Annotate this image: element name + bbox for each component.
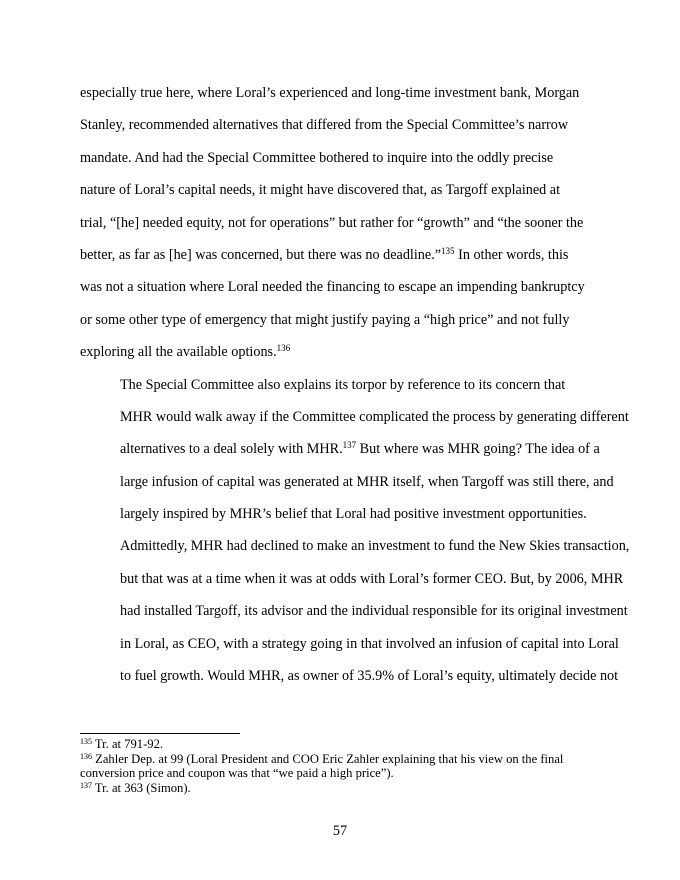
footnote-number: 135 bbox=[80, 737, 92, 746]
footnote-137 bbox=[80, 781, 610, 796]
text-run: large infusion of capital was generated at MHR itself, when Targoff was still there, and bbox=[120, 473, 614, 490]
text-line bbox=[80, 77, 600, 109]
footnote-136 bbox=[80, 752, 610, 781]
text-run: exploring all the available options. bbox=[80, 344, 277, 361]
text-line bbox=[80, 304, 600, 336]
text-line bbox=[80, 207, 600, 239]
text-run: nature of Loral’s capital needs, it might have discovered that, as Targoff explained at bbox=[80, 182, 561, 199]
paragraph-1 bbox=[80, 77, 600, 369]
text-line bbox=[80, 628, 619, 660]
footnote-text: Tr. at 791-92. bbox=[92, 737, 164, 751]
text-run: Stanley, recommended alternatives that differed from the Special Committee’s narrow bbox=[80, 117, 569, 134]
text-run: was not a situation where Loral needed the financing to escape an impending bankruptcy bbox=[80, 279, 585, 296]
text-line bbox=[80, 401, 629, 433]
footnote-text: Zahler Dep. at 99 (Loral President and COO Eric Zahler explaining that his view on the final conversion price and coupon was that “we paid a high price”). bbox=[80, 751, 564, 780]
text-run: mandate. And had the Special Committee bothered to inquire into the oddly precise bbox=[80, 149, 554, 166]
text-line bbox=[80, 563, 624, 595]
footnotes bbox=[80, 737, 610, 795]
text-run: largely inspired by MHR’s belief that Loral had positive investment opportunities. bbox=[120, 506, 587, 523]
footnote-separator bbox=[80, 733, 240, 734]
text-line bbox=[80, 466, 614, 498]
footnote-reference: 137 bbox=[342, 440, 357, 451]
text-run: MHR would walk away if the Committee complicated the process by generating different bbox=[120, 408, 629, 425]
text-line bbox=[80, 595, 628, 627]
body-text bbox=[80, 77, 630, 692]
text-run: had installed Targoff, its advisor and the individual responsible for its original investment bbox=[120, 603, 628, 620]
text-run: alternatives to a deal solely with MHR. bbox=[120, 441, 343, 458]
text-line bbox=[80, 239, 600, 271]
text-line bbox=[80, 660, 619, 692]
text-run: especially true here, where Loral’s experienced and long-time investment bank, Morgan bbox=[80, 85, 580, 101]
text-line bbox=[80, 336, 600, 368]
paragraph-2 bbox=[80, 369, 630, 693]
text-run: but that was at a time when it was at odds with Loral’s former CEO. But, by 2006, MHR bbox=[120, 570, 624, 587]
text-line bbox=[80, 498, 600, 530]
footnote-reference: 136 bbox=[276, 343, 291, 354]
text-run: or some other type of emergency that might justify paying a “high price” and not fully bbox=[80, 311, 570, 328]
text-run: The Special Committee also explains its torpor by reference to its concern that bbox=[120, 376, 566, 393]
footnote-number: 137 bbox=[80, 780, 92, 790]
text-line bbox=[80, 369, 600, 401]
text-line bbox=[80, 142, 600, 174]
text-run: In other words, this bbox=[454, 246, 569, 263]
footnote-number: 136 bbox=[80, 751, 92, 761]
text-run: trial, “[he] needed equity, not for operations” but rather for “growth” and “the sooner the bbox=[80, 214, 584, 231]
text-run: in Loral, as CEO, with a strategy going in that involved an infusion of capital into Loral bbox=[120, 635, 619, 652]
footnote-135 bbox=[80, 737, 610, 752]
footnote-reference: 135 bbox=[441, 245, 455, 256]
footnote-text: Tr. at 363 (Simon). bbox=[92, 780, 191, 795]
text-line bbox=[80, 109, 600, 141]
page-number: 57 bbox=[332, 823, 348, 839]
text-run: better, as far as [he] was concerned, but there was no deadline.” bbox=[80, 246, 442, 263]
text-run: But where was MHR going? The idea of a bbox=[356, 441, 600, 458]
text-run: Admittedly, MHR had declined to make an investment to fund the New Skies transaction, bbox=[120, 538, 630, 555]
text-run: to fuel growth. Would MHR, as owner of 35.9% of Loral’s equity, ultimately decide not bbox=[120, 668, 619, 685]
text-line bbox=[80, 530, 630, 562]
text-line bbox=[80, 271, 600, 303]
text-line bbox=[80, 433, 600, 465]
text-line bbox=[80, 174, 600, 206]
